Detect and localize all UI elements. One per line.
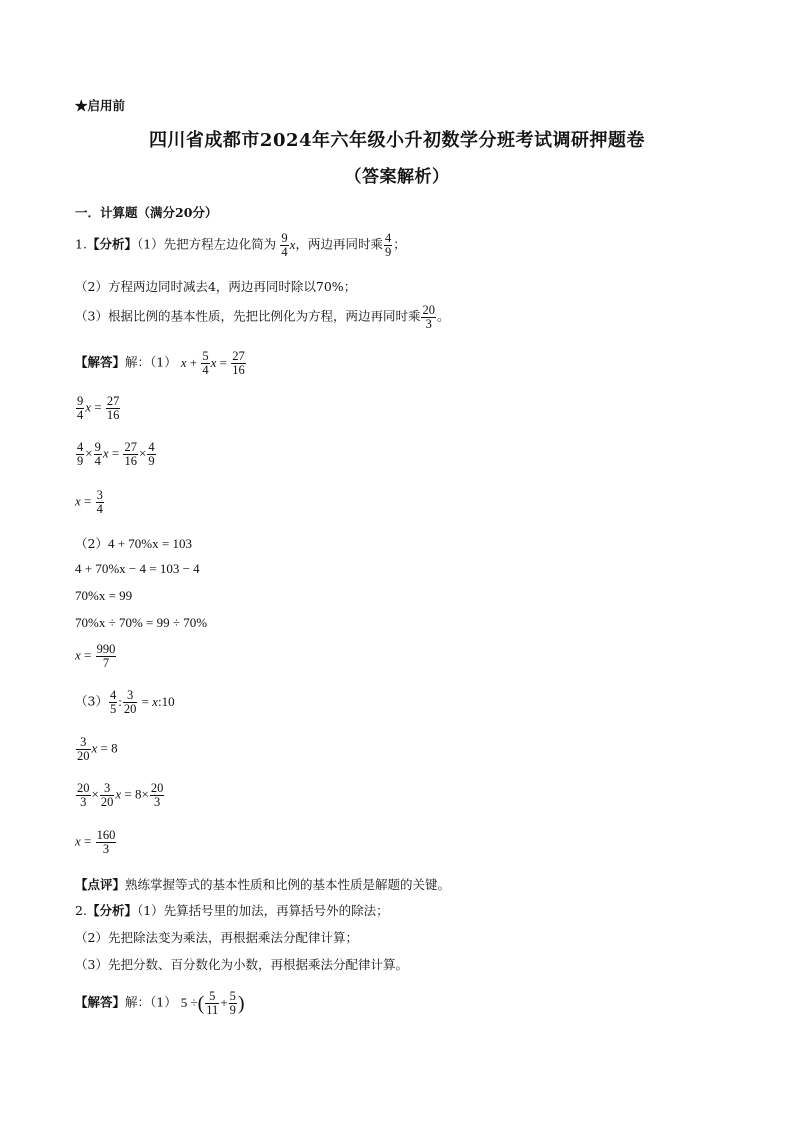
q2-answer-1: 【解答】解：（1） 5 ÷( $\frac{5}{11}$ + $\frac{5}{9}$ ) <box>75 989 245 1018</box>
q1-result-1: x = $\frac{3}{4}$ <box>75 488 103 517</box>
q1-number: 1. <box>75 236 87 252</box>
q1-a1-end: ； <box>393 236 406 252</box>
q1-comment: 【点评】熟练掌握等式的基本性质和比例的基本性质是解题的关键。 <box>75 877 451 892</box>
q2-number: 2. <box>75 903 87 918</box>
page-title: 四川省成都市2024年六年级小升初数学分班考试调研押题卷 <box>148 130 646 151</box>
fraction: $\frac{9}{4}$ <box>281 231 288 260</box>
q1-p3-line3: $\frac{20}{3}$ × $\frac{3}{20}$ x = 8× $\frac{20}{3}$ <box>77 781 164 810</box>
q1-answer-tag: 【解答】 <box>75 354 126 370</box>
q2-analysis-1: 2.【分析】（1）先算括号里的加法，再算括号外的除法； <box>75 903 389 918</box>
section-heading: 一．计算题（满分20分） <box>75 205 218 220</box>
q1-p2-line3: 70%x = 99 <box>75 588 133 603</box>
q1-p2-result: x = $\frac{990}{7}$ <box>75 642 116 671</box>
q2-analysis-3: （3）先把分数、百分数化为小数，再根据乘法分配律计算。 <box>75 957 408 972</box>
q1-analysis-tag: 【分析】 <box>86 236 137 252</box>
q1-a1-mid: ，两边再同时乘 <box>295 236 383 252</box>
top-mark: ★启用前 <box>75 98 126 113</box>
q1-analysis-1: 1.【分析】（1）先把方程左边化简为 $\frac{9}{4}$ x，两边再同时乘 $\frac{4}{9}$ ； <box>75 231 406 260</box>
fraction: $\frac{4}{9}$ <box>384 231 392 260</box>
q1-p3-line2: $\frac{3}{20}$ x = 8 <box>77 735 118 764</box>
q1-analysis-2: （2）方程两边同时减去4，两边再同时除以70%； <box>75 279 357 294</box>
q1-p3-result: x = $\frac{160}{3}$ <box>75 828 116 857</box>
q1-analysis-3: （3）根据比例的基本性质，先把比例化为方程，两边再同时乘 $\frac{20}{3}$ 。 <box>75 303 450 332</box>
q1-step-2: $\frac{4}{9}$ × $\frac{9}{4}$ x = $\frac{27}{16}$ × $\frac{4}{9}$ <box>77 440 155 469</box>
q1-answer-1: 【解答】解：（1） x + $\frac{5}{4}$ x = $\frac{27}{16}$ <box>75 349 245 378</box>
q1-p2-line4: 70%x ÷ 70% = 99 ÷ 70% <box>75 615 208 630</box>
page-subtitle: （答案解析） <box>344 167 450 187</box>
q1-p2-line1: （2）4 + 70%x = 103 <box>75 536 192 551</box>
q1-p2-line2: 4 + 70%x − 4 = 103 − 4 <box>75 561 200 576</box>
q1-p3-line1: （3） $\frac{4}{5}$ : $\frac{3}{20}$ = x:10 <box>75 688 175 717</box>
q1-step-1: $\frac{9}{4}$ x = $\frac{27}{16}$ <box>77 394 120 423</box>
q1-a1-text: （1）先把方程左边化简为 <box>136 236 277 252</box>
fraction: $\frac{20}{3}$ <box>422 303 435 332</box>
q2-analysis-2: （2）先把除法变为乘法，再根据乘法分配律计算； <box>75 930 358 945</box>
